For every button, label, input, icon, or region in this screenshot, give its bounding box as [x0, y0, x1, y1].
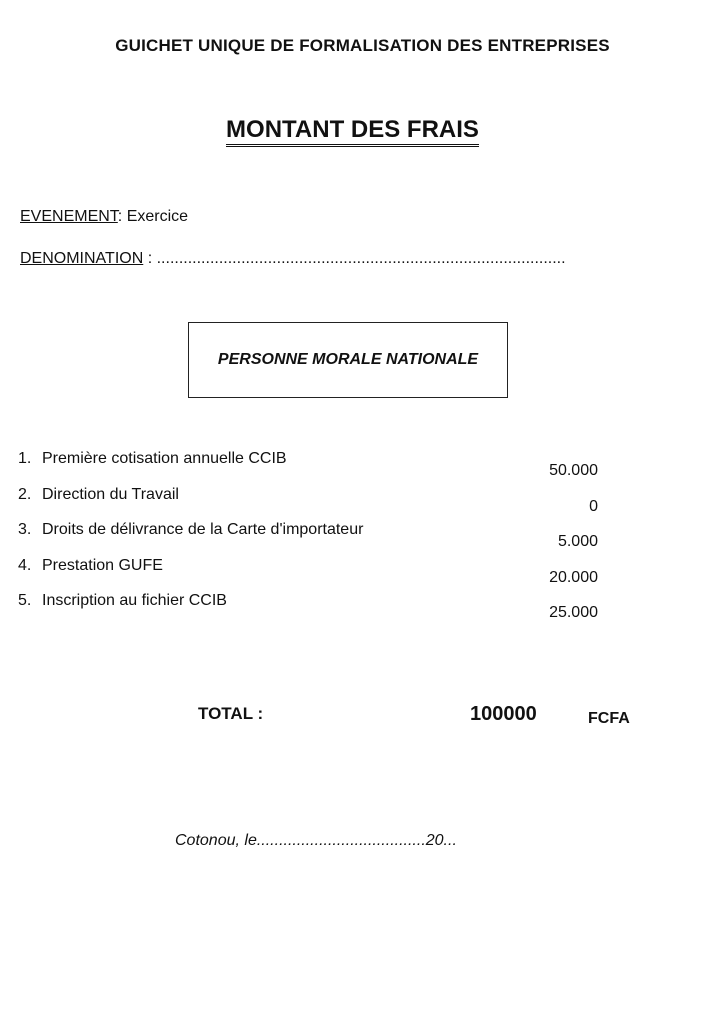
fee-item — [18, 486, 598, 522]
place-date-line: Cotonou, le......................................20... — [175, 832, 457, 849]
fee-item — [18, 521, 598, 557]
fee-item-amount: 0 — [589, 497, 598, 515]
total-label: TOTAL : — [198, 704, 264, 723]
fee-item-label: Inscription au fichier CCIB — [42, 592, 227, 609]
fee-item-amount: 25.000 — [549, 604, 598, 621]
total-currency: FCFA — [588, 710, 630, 727]
fee-item — [18, 557, 598, 593]
total-amount: 100000 — [470, 703, 537, 725]
fee-item-amount: 5.000 — [557, 533, 598, 550]
fee-item-label: Droits de délivrance de la Carte d'importateur — [42, 521, 364, 538]
fee-item-number: 2. — [18, 485, 32, 503]
fee-item-amount: 50.000 — [549, 462, 598, 479]
document-title-text: MONTANT DES FRAIS — [226, 116, 479, 147]
fee-item-label: Prestation GUFE — [42, 556, 163, 574]
denomination-label: DENOMINATION — [20, 250, 144, 267]
event-value: : Exercice — [117, 208, 189, 225]
fee-item-number: 1. — [18, 450, 32, 467]
fee-item — [18, 592, 598, 628]
event-label: EVENEMENT — [20, 208, 118, 225]
document-title — [0, 116, 705, 144]
denomination-value: : ............................................................................................ — [143, 250, 566, 267]
fee-item-amount: 20.000 — [549, 568, 598, 586]
organization-header: GUICHET UNIQUE DE FORMALISATION DES ENTREPRISES — [115, 36, 610, 55]
fee-item-number: 5. — [18, 592, 32, 609]
fee-item-label: Première cotisation annuelle CCIB — [42, 450, 287, 467]
denomination-field — [20, 250, 670, 268]
fee-item-label: Direction du Travail — [42, 485, 179, 503]
fee-item — [18, 450, 598, 486]
category-text: PERSONNE MORALE NATIONALE — [217, 351, 479, 368]
event-field — [20, 208, 188, 226]
fee-list — [18, 450, 598, 628]
category-box — [188, 322, 508, 398]
fee-item-number: 3. — [18, 521, 32, 538]
fee-item-number: 4. — [18, 556, 32, 574]
